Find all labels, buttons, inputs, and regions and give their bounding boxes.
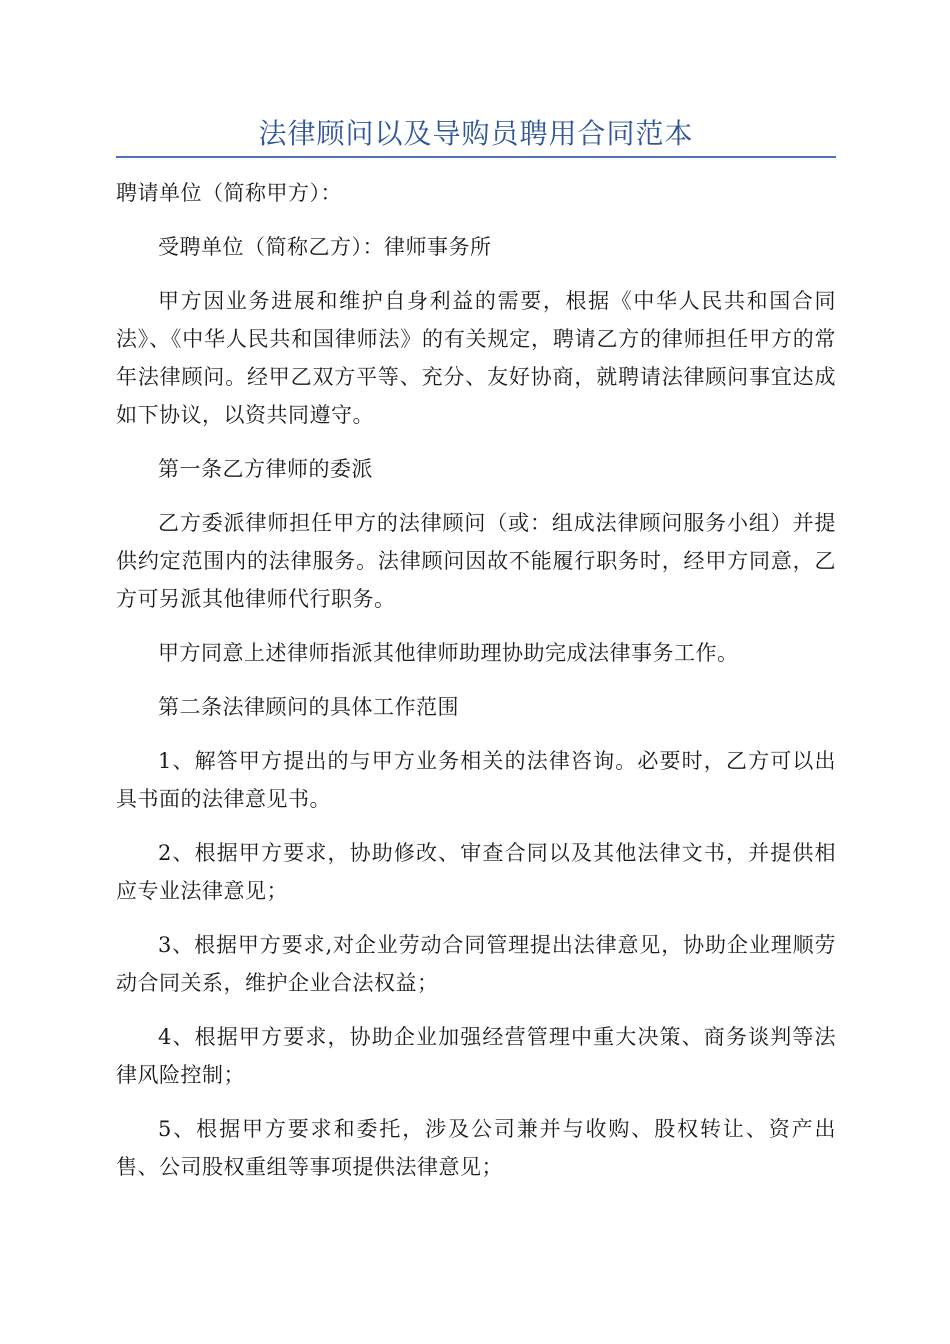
article-1-heading: 第一条乙方律师的委派 xyxy=(158,457,373,481)
scope-item-2: 2、根据甲方要求，协助修改、审查合同以及其他法律文书，并提供相应专业法律意见； xyxy=(116,841,836,903)
article-1-body: 乙方委派律师担任甲方的法律顾问（或：组成法律顾问服务小组）并提供约定范围内的法律服务。法律顾问因故不能履行职务时，经甲方同意，乙方可另派其他律师代行职务。 xyxy=(116,511,836,611)
scope-item-4: 4、根据甲方要求，协助企业加强经营管理中重大决策、商务谈判等法律风险控制； xyxy=(116,1025,836,1087)
article-1-assistant: 甲方同意上述律师指派其他律师助理协助完成法律事务工作。 xyxy=(158,641,739,665)
scope-item-5: 5、根据甲方要求和委托，涉及公司兼并与收购、股权转让、资产出售、公司股权重组等事项提供法律意见； xyxy=(116,1117,836,1179)
document-title: 法律顾问以及导购员聘用合同范本 xyxy=(258,117,694,150)
title-underline xyxy=(116,156,836,158)
scope-item-3: 3、根据甲方要求,对企业劳动合同管理提出法律意见，协助企业理顺劳动合同关系，维护企业合法权益； xyxy=(116,933,836,995)
paragraph-employer: 聘请单位（简称甲方）： xyxy=(116,181,342,205)
scope-item-1: 1、解答甲方提出的与甲方业务相关的法律咨询。必要时，乙方可以出具书面的法律意见书。 xyxy=(116,749,836,811)
article-2-heading: 第二条法律顾问的具体工作范围 xyxy=(158,695,459,719)
paragraph-employee: 受聘单位（简称乙方）：律师事务所 xyxy=(158,235,492,259)
paragraph-preamble: 甲方因业务进展和维护自身利益的需要，根据《中华人民共和国合同法》、《中华人民共和国律师法》的有关规定，聘请乙方的律师担任甲方的常年法律顾问。经甲乙双方平等、充分、友好协商，就聘请法律顾问事宜达成如下协议，以资共同遵守。 xyxy=(116,289,836,427)
document-page xyxy=(116,112,836,1202)
